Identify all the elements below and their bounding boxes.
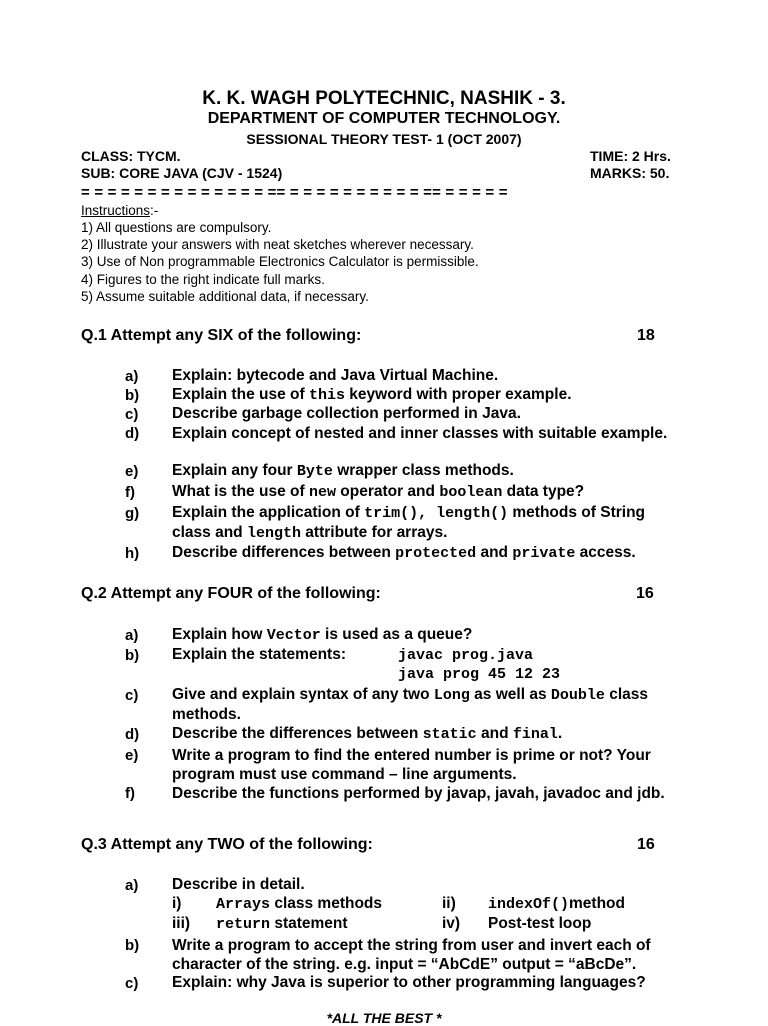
q2-a-code: Vector (266, 627, 321, 644)
q1-b-text (172, 386, 572, 404)
q2-c-code2: Double (550, 687, 605, 704)
q1-heading: Q.1 Attempt any SIX of the following: (81, 327, 362, 344)
instructions-heading (81, 203, 158, 218)
q1-g-t1: Explain the application of (172, 504, 365, 521)
q3-a-sub-iii (216, 915, 348, 933)
q2-c-label: c) (125, 687, 139, 704)
q3-a-sub-ii-text: method (569, 895, 625, 912)
q2-d-label: d) (125, 726, 140, 743)
time-label: TIME: 2 Hrs. (590, 148, 671, 164)
q2-e-text: Write a program to find the entered number is prime or not? Your program must use command – line arguments. (172, 747, 651, 783)
q1-g-line1 (172, 504, 645, 522)
class-label: CLASS: TYCM. (81, 148, 181, 164)
q1-h-code1: protected (395, 545, 477, 562)
q3-b-label: b) (125, 937, 140, 954)
q1-f-label: f) (125, 484, 135, 501)
q3-a-sub-i-code: Arrays (216, 896, 271, 913)
q1-b-t1: Explain the use of (172, 386, 309, 403)
instruction-item: 5) Assume suitable additional data, if necessary. (81, 289, 369, 304)
q2-d-t1: Describe the differences between (172, 725, 423, 742)
q3-a-sub-iv-label: iv) (442, 915, 461, 932)
q2-c-t1: Give and explain syntax of any two (172, 686, 434, 703)
q1-e-text (172, 462, 514, 480)
q1-h-label: h) (125, 545, 140, 562)
q2-a-label: a) (125, 627, 139, 644)
instruction-item: 4) Figures to the right indicate full marks. (81, 272, 325, 287)
q2-f-label: f) (125, 785, 135, 802)
instruction-item: 3) Use of Non programmable Electronics Calculator is permissible. (81, 254, 479, 269)
q3-a-text: Describe in detail. (172, 876, 305, 893)
q2-d-text (172, 725, 562, 743)
q2-a-text (172, 626, 472, 644)
q2-c-line2: methods. (172, 706, 241, 723)
q3-a-sub-ii-code: indexOf() (488, 896, 570, 913)
q3-a-sub-iii-label: iii) (172, 915, 191, 932)
footer-note: *ALL THE BEST * (326, 1010, 442, 1026)
department-title: DEPARTMENT OF COMPUTER TECHNOLOGY. (207, 110, 561, 127)
q1-d-text: Explain concept of nested and inner classes with suitable example. (172, 425, 668, 442)
q1-c-label: c) (125, 406, 139, 423)
q1-f-t2: operator and (335, 483, 440, 500)
q1-g-line2 (172, 524, 447, 542)
q2-a-t1: Explain how (172, 626, 267, 643)
q3-a-sub-i-text: class methods (270, 895, 383, 912)
q1-h-text (172, 544, 636, 562)
q1-g-code1: trim(), length() (364, 505, 509, 522)
q1-e-label: e) (125, 463, 139, 480)
q1-h-t2: and (476, 544, 513, 561)
marks-label: MARKS: 50. (590, 165, 670, 181)
institute-title: K. K. WAGH POLYTECHNIC, NASHIK - 3. (202, 88, 566, 109)
q1-h-t1: Describe differences between (172, 544, 396, 561)
q2-b-label: b) (125, 647, 140, 664)
q1-f-t3: data type? (502, 483, 585, 500)
q1-e-code: Byte (296, 463, 333, 480)
test-title: SESSIONAL THEORY TEST- 1 (OCT 2007) (246, 131, 522, 147)
q3-a-sub-i-label: i) (172, 895, 182, 912)
q3-a-sub-iii-text: statement (270, 915, 348, 932)
q2-marks: 16 (636, 585, 654, 602)
q1-f-code1: new (308, 484, 336, 501)
q2-heading: Q.2 Attempt any FOUR of the following: (81, 585, 381, 602)
q2-e-label: e) (125, 747, 139, 764)
q3-c-label: c) (125, 975, 139, 992)
q3-marks: 16 (637, 836, 655, 853)
q1-f-text (172, 483, 584, 501)
q2-b-code1: javac prog.java (398, 647, 534, 664)
q2-b-text: Explain the statements: (172, 646, 346, 663)
q2-d-t2: and (476, 725, 513, 742)
q1-g-t4: attribute for arrays. (300, 524, 448, 541)
q1-a-label: a) (125, 368, 139, 385)
q1-e-t2: wrapper class methods. (332, 462, 514, 479)
q3-a-sub-i (216, 895, 382, 913)
q2-d-t3: . (557, 725, 563, 742)
q1-f-code2: boolean (439, 484, 503, 501)
separator-line: = = = = = = = = = = = = = = == = = = = = = = = = = == = = = = = (81, 184, 508, 201)
instructions-heading-suffix: :- (150, 203, 159, 218)
q1-c-text: Describe garbage collection performed in Java. (172, 405, 521, 422)
q3-b-text: Write a program to accept the string from user and invert each of character of the string. e.g. input = “AbCdE” output = “aBcDe”. (172, 937, 651, 973)
q3-a-label: a) (125, 877, 139, 894)
q1-e-t1: Explain any four (172, 462, 297, 479)
q1-b-code: this (308, 387, 345, 404)
q3-a-sub-ii-label: ii) (442, 895, 456, 912)
instruction-item: 1) All questions are compulsory. (81, 220, 272, 235)
q3-heading: Q.3 Attempt any TWO of the following: (81, 836, 373, 853)
q1-g-label: g) (125, 505, 140, 522)
q2-c-t2: as well as (469, 686, 551, 703)
q1-d-label: d) (125, 425, 140, 442)
instruction-item: 2) Illustrate your answers with neat sketches wherever necessary. (81, 237, 474, 252)
q2-f-text: Describe the functions performed by javap, javah, javadoc and jdb. (172, 785, 665, 802)
q1-b-t2: keyword with proper example. (344, 386, 572, 403)
q1-h-t3: access. (575, 544, 636, 561)
q1-g-t2: methods of String (508, 504, 646, 521)
q2-a-t2: is used as a queue? (320, 626, 473, 643)
q2-d-code2: final (512, 726, 558, 743)
q2-c-line1 (172, 686, 648, 704)
q2-b-code2: java prog 45 12 23 (398, 666, 561, 683)
q1-a-text: Explain: bytecode and Java Virtual Machine. (172, 367, 499, 384)
q1-g-code2: length (246, 525, 301, 542)
q1-f-t1: What is the use of (172, 483, 309, 500)
q1-h-code2: private (512, 545, 576, 562)
q3-a-sub-ii (488, 895, 625, 913)
q2-c-t3: class (604, 686, 648, 703)
subject-label: SUB: CORE JAVA (CJV - 1524) (81, 165, 283, 181)
q3-a-sub-iii-code: return (216, 916, 271, 933)
q2-c-code1: Long (433, 687, 470, 704)
q2-d-code1: static (422, 726, 477, 743)
q1-marks: 18 (637, 327, 655, 344)
q3-c-text: Explain: why Java is superior to other programming languages? (172, 974, 646, 991)
instructions-heading-text: Instructions (81, 203, 151, 218)
q1-b-label: b) (125, 387, 140, 404)
q3-a-sub-iv-text: Post-test loop (488, 915, 592, 932)
q1-g-t3: class and (172, 524, 247, 541)
